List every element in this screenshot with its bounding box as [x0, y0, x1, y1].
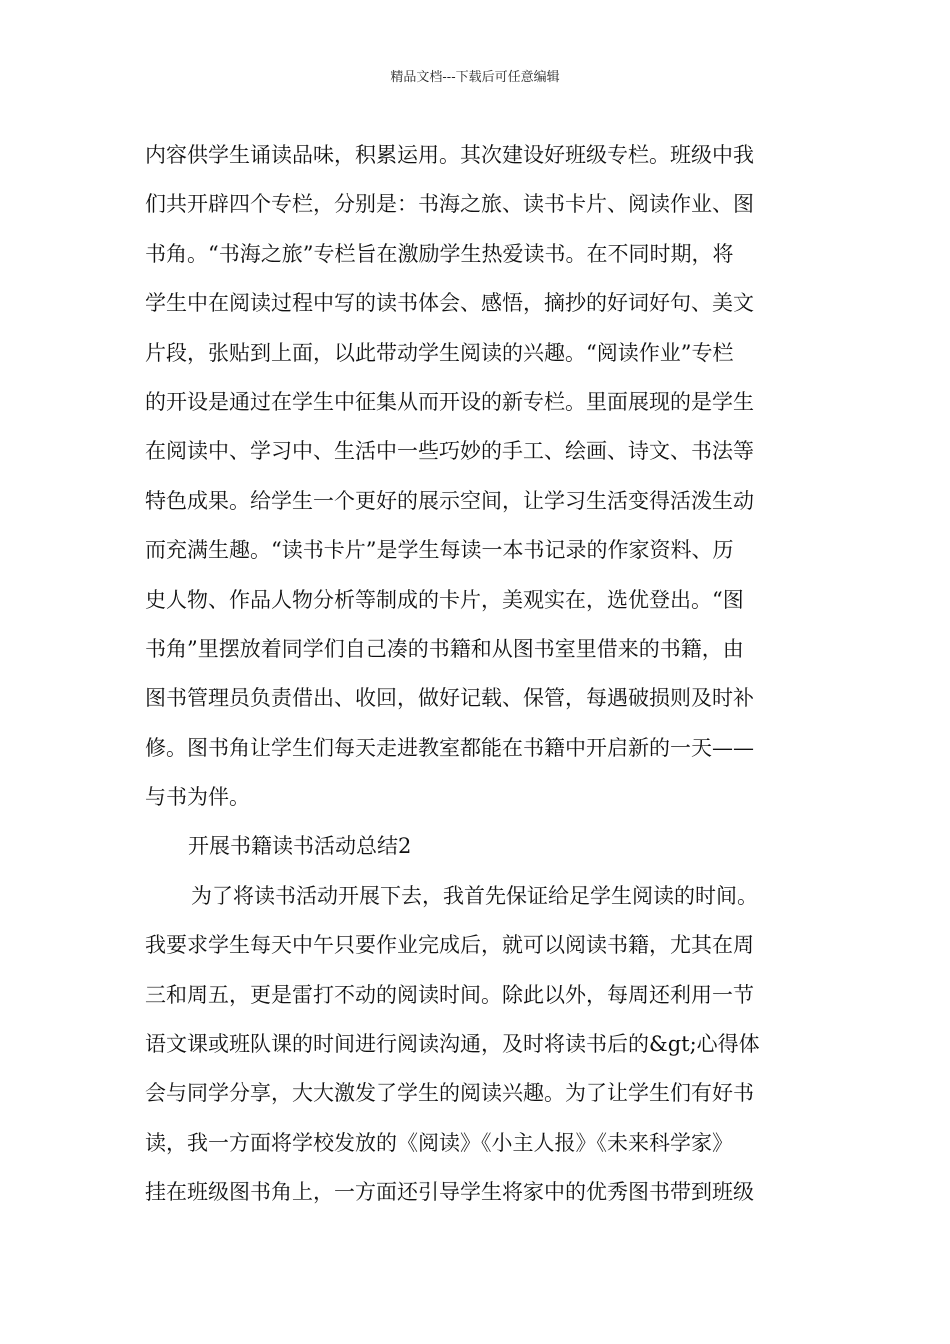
text-line: 修。图书角让学生们每天走进教室都能在书籍中开启新的一天——: [145, 735, 754, 760]
text-line: 读，我一方面将学校发放的《阅读》《小主人报》《未来科学家》: [145, 1130, 733, 1155]
text-line: 挂在班级图书角上，一方面还引导学生将家中的优秀图书带到班级: [145, 1180, 754, 1205]
text-line: 特色成果。给学生一个更好的展示空间，让学习生活变得活泼生动: [145, 488, 754, 513]
text-line: 学生中在阅读过程中写的读书体会、感悟，摘抄的好词好句、美文: [145, 291, 754, 316]
text-line: 而充满生趣。“读书卡片”是学生每读一本书记录的作家资料、历: [145, 538, 734, 563]
text-line: 与书为伴。: [145, 785, 250, 810]
section-heading: 开展书籍读书活动总结2: [188, 834, 412, 859]
text-line: 书角”里摆放着同学们自己凑的书籍和从图书室里借来的书籍，由: [145, 636, 744, 661]
text-line: 语文课或班队课的时间进行阅读沟通，及时将读书后的&gt;心得体: [145, 1032, 760, 1057]
text-line: 我要求学生每天中午只要作业完成后，就可以阅读书籍，尤其在周: [145, 933, 754, 958]
text-line: 在阅读中、学习中、生活中一些巧妙的手工、绘画、诗文、书法等: [145, 439, 754, 464]
text-line: 会与同学分享，大大激发了学生的阅读兴趣。为了让学生们有好书: [145, 1081, 754, 1106]
text-line: 为了将读书活动开展下去，我首先保证给足学生阅读的时间。: [191, 883, 758, 908]
document-body: [145, 131, 807, 1218]
text-line: 史人物、作品人物分析等制成的卡片，美观实在，选优登出。“图: [145, 587, 744, 612]
page-header: 精品文档---下载后可任意编辑: [390, 70, 560, 85]
text-line: 图书管理员负责借出、收回，做好记载、保管，每遇破损则及时补: [145, 686, 754, 711]
text-line: 三和周五，更是雷打不动的阅读时间。除此以外，每周还利用一节: [145, 982, 754, 1007]
text-line: 片段，张贴到上面，以此带动学生阅读的兴趣。“阅读作业”专栏: [145, 340, 734, 365]
text-line: 内容供学生诵读品味，积累运用。其次建设好班级专栏。班级中我: [145, 143, 754, 167]
text-line: 书角。“书海之旅”专栏旨在激励学生热爱读书。在不同时期，将: [145, 241, 734, 266]
text-line: 们共开辟四个专栏，分别是：书海之旅、读书卡片、阅读作业、图: [145, 192, 754, 217]
text-line: 的开设是通过在学生中征集从而开设的新专栏。里面展现的是学生: [145, 389, 754, 414]
